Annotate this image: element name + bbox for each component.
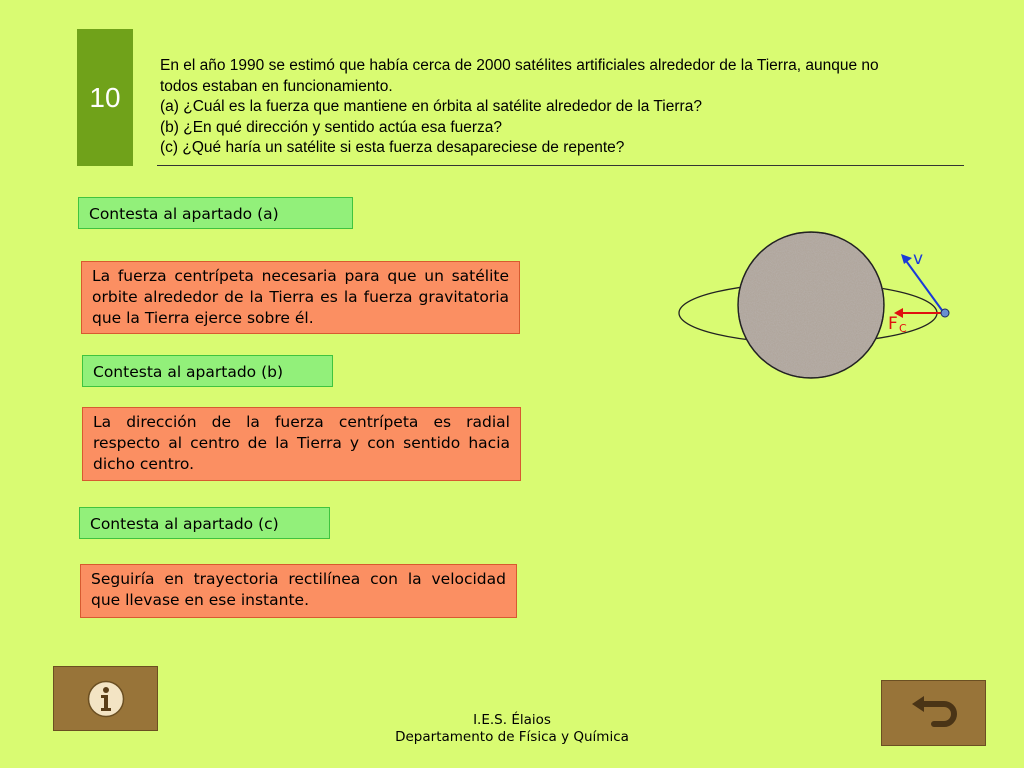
earth [738, 232, 884, 378]
answer-b-button[interactable]: Contesta al apartado (b) [82, 355, 333, 387]
back-button[interactable] [881, 680, 986, 746]
question-line: (a) ¿Cuál es la fuerza que mantiene en órbita al satélite alrededor de la Tierra? [160, 98, 702, 115]
question-line: (c) ¿Qué haría un satélite si esta fuerza desapareciese de repente? [160, 139, 625, 156]
orbit-diagram [672, 228, 962, 383]
question-line: (b) ¿En qué dirección y sentido actúa esa fuerza? [160, 118, 503, 136]
question-text [160, 56, 960, 159]
answer-a-text: La fuerza centrípeta necesaria para que un satélite orbite alrededor de la Tierra es la fuerza gravitatoria que la Tierra ejerce sobre él. [81, 261, 520, 334]
force-label: F [888, 314, 898, 334]
return-arrow-icon [908, 694, 960, 732]
satellite [941, 309, 949, 317]
force-subscript: C [899, 322, 907, 335]
answer-a-button[interactable]: Contesta al apartado (a) [78, 197, 353, 229]
answer-b-text: La dirección de la fuerza centrípeta es radial respecto al centro de la Tierra y con sentido hacia dicho centro. [82, 407, 521, 481]
info-button[interactable] [53, 666, 158, 731]
department-name: Departamento de Física y Química [395, 729, 629, 745]
divider [157, 165, 964, 166]
school-name: I.E.S. Élaios [473, 712, 551, 728]
velocity-label: v [913, 249, 924, 269]
question-number: 10 [77, 29, 133, 166]
answer-c-text: Seguiría en trayectoria rectilínea con la velocidad que llevase en ese instante. [80, 564, 517, 618]
question-line: todos estaban en funcionamiento. [160, 77, 393, 95]
info-icon [86, 679, 126, 719]
footer [312, 712, 712, 746]
answer-c-button[interactable]: Contesta al apartado (c) [79, 507, 330, 539]
question-line: En el año 1990 se estimó que había cerca de 2000 satélites artificiales alrededor de la Tierra, aunque no [160, 57, 879, 74]
